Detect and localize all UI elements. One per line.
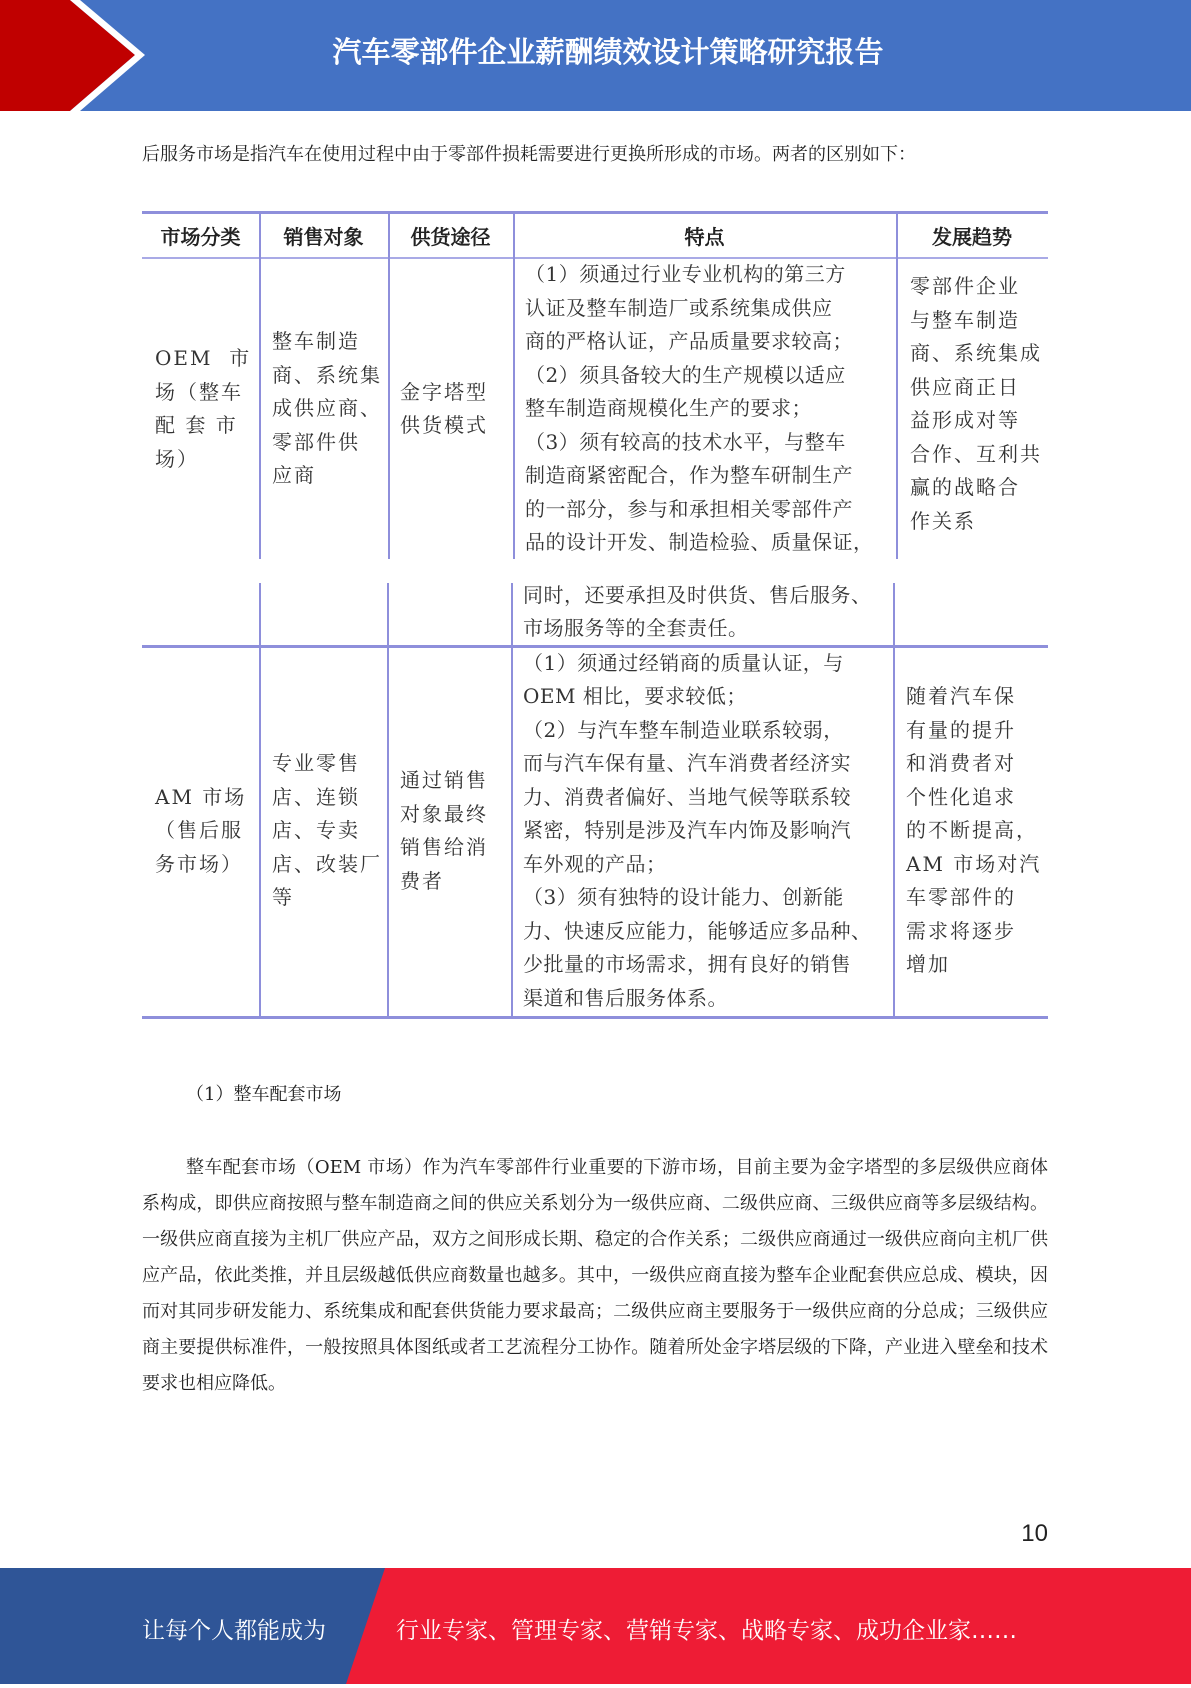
oem-features-continued: 同时，还要承担及时供货、售后服务、 市场服务等的全套责任。 [523,582,872,640]
oem-channel: 金字塔型 供货模式 [400,379,488,437]
th-category: 市场分类 [160,224,241,249]
am-buyers: 专业零售 店、连锁 店、专卖 店、改装厂 等 [272,751,382,910]
th-channel: 供货途径 [410,224,491,249]
am-trend: 随着汽车保 有量的提升 和消费者对 个性化追求 的不断提高， AM 市场对汽 车零部件的 需求将逐步 增加 [906,684,1042,977]
th-features: 特点 [684,224,725,249]
oem-trend: 零部件企业 与整车制造 商、系统集成 供应商正日 益形成对等 合作、互利共 赢的战略合 作关系 [910,274,1042,533]
th-buyers: 销售对象 [283,224,364,249]
oem-buyers: 整车制造 商、系统集 成供应商、 零部件供 应商 [272,329,382,488]
footer-slogan-right: 行业专家、管理专家、营销专家、战略专家、成功企业家…… [396,1618,1017,1644]
section-heading: （1）整车配套市场 [186,1084,342,1105]
footer-slogan-left: 让每个人都能成为 [142,1618,326,1644]
th-trend: 发展趋势 [932,224,1012,249]
am-features: （1）须通过经销商的质量认证，与 OEM 相比，要求较低； （2）与汽车整车制造业联系较弱， 而与汽车保有量、汽车消费者经济实 力、消费者偏好、当地气候等联系较 紧密，特别是涉及汽车内饰及影响汽 车外观的产品； （3）须有独特的设计能力、创新能 力、快速反应能力，能够适应多品种、 少批量的市场需求，拥有良好的销售 渠道和售后服务体系。 [523,650,872,1010]
body-paragraph: 整车配套市场（OEM 市场）作为汽车零部件行业重要的下游市场，目前主要为金字塔型的多层级供应商体系构成，即供应商按照与整车制造商之间的供应关系划分为一级供应商、二级供应商、三级供应商等多层级结构。一级供应商直接为主机厂供应产品，双方之间形成长期、稳定的合作关系；二级供应商通过一级供应商向主机厂供应产品，依此类推，并且层级越低供应商数量也越多。其中，一级供应商直接为整车企业配套供应总成、模块，因而对其同步研发能力、系统集成和配套供货能力要求最高；二级供应商主要服务于一级供应商的分总成；三级供应商主要提供标准件，一般按照具体图纸或者工艺流程分工协作。随着所处金字塔层级的下降，产业进入壁垒和技术要求也相应降低。 [142,1157,1048,1394]
intro-text: 后服务市场是指汽车在使用过程中由于零部件损耗需要进行更换所形成的市场。两者的区别如下： [142,144,916,165]
oem-category: OEM 市 场（整车 配 套 市 场） [155,346,252,471]
page-header [0,0,1191,111]
am-category: AM 市场 （售后服 务市场） [155,784,247,876]
am-channel: 通过销售 对象最终 销售给消 费者 [400,768,488,893]
page-number: 10 [1021,1520,1048,1547]
report-title: 汽车零部件企业薪酬绩效设计策略研究报告 [332,35,884,69]
oem-features: （1）须通过行业专业机构的第三方 认证及整车制造厂或系统集成供应 商的严格认证，产品质量要求较高； （2）须具备较大的生产规模以适应 整车制造商规模化生产的要求； （3）须有较高的技术水平，与整车 制造商紧密配合，作为整车研制生产 的一部分，参与和承担相关零部件产 品的设计开发、制造检验、质量保证， [525,262,874,555]
